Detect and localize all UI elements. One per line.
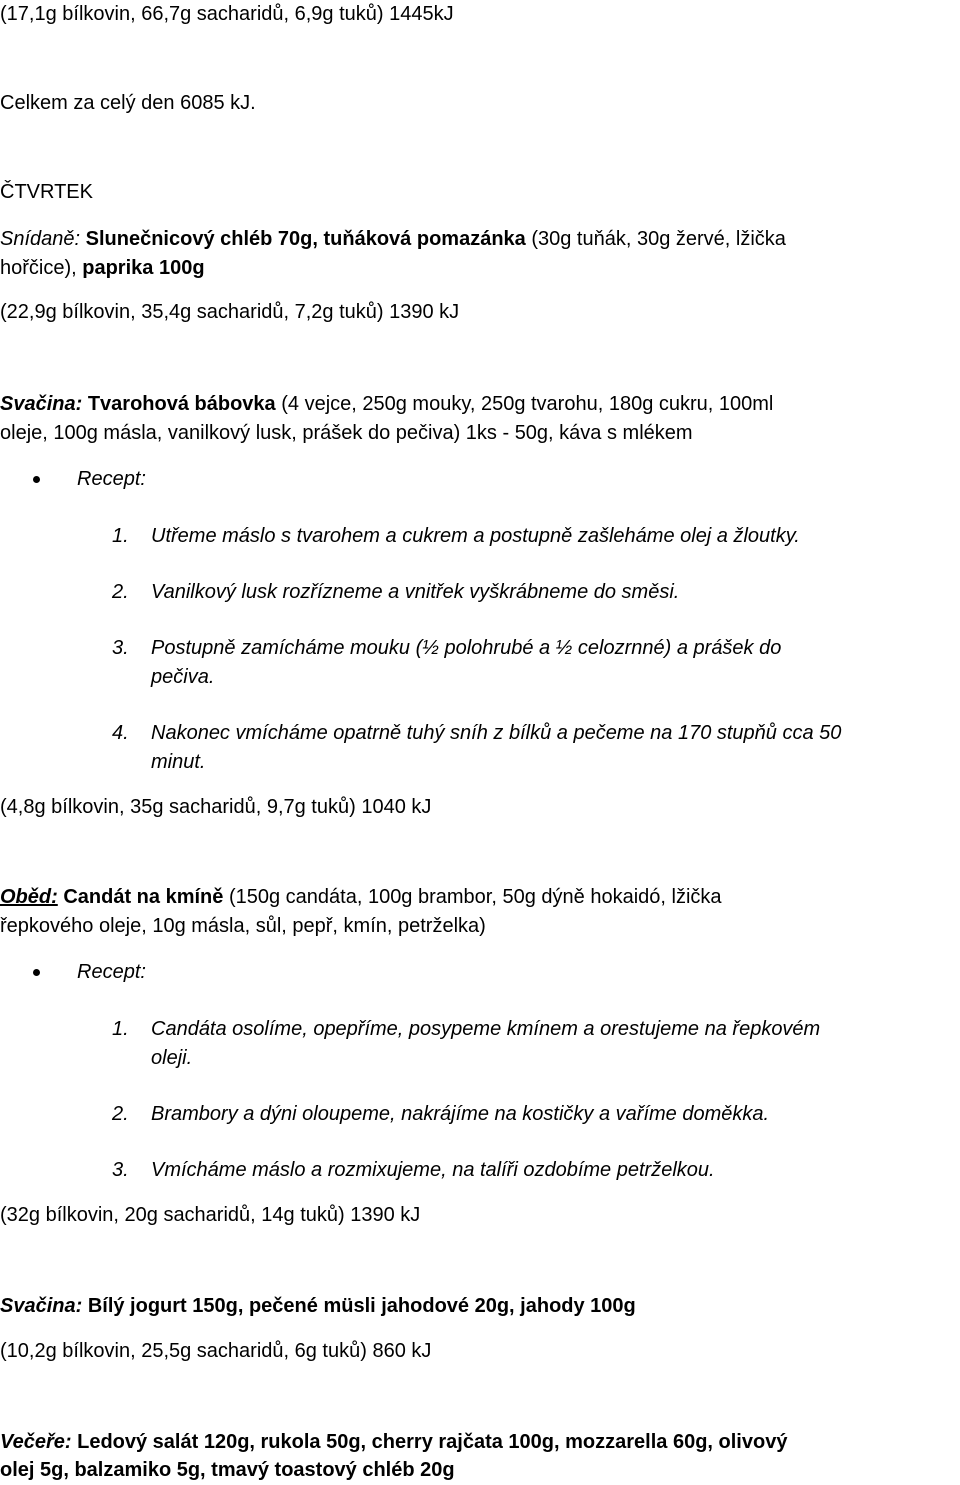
- breakfast-nutrition: (22,9g bílkovin, 35,4g sacharidů, 7,2g tuků) 1390 kJ: [0, 301, 460, 323]
- breakfast-side: paprika 100g: [82, 257, 205, 279]
- recipe-step-text: Candáta osolíme, opepříme, posypeme kmínem a orestujeme na řepkovém: [151, 1018, 821, 1040]
- lunch-label: Oběd:: [0, 886, 58, 908]
- recipe-label: Recept:: [77, 468, 146, 490]
- breakfast-label: Snídaně:: [0, 228, 81, 250]
- recipe-step-number: 3.: [112, 637, 129, 659]
- snack1-dish: Tvarohová bábovka: [82, 393, 276, 415]
- snack1-line-1: [0, 390, 773, 419]
- day-total: Celkem za celý den 6085 kJ.: [0, 92, 256, 114]
- recipe-bullet: [33, 969, 40, 976]
- lunch-ingredients: (150g candáta, 100g brambor, 50g dýně hokaidó, lžička: [223, 886, 722, 908]
- snack2-line-1: [0, 1292, 636, 1321]
- snack2-dish: Bílý jogurt 150g, pečené müsli jahodové 20g, jahody 100g: [82, 1295, 636, 1317]
- recipe-step-text: Vmícháme máslo a rozmixujeme, na talíři ozdobíme petrželkou.: [151, 1159, 715, 1181]
- breakfast-line-2: [0, 254, 205, 283]
- recipe-step-text: Nakonec vmícháme opatrně tuhý sníh z bílků a pečeme na 170 stupňů cca 50: [151, 722, 842, 744]
- recipe-step-text: Postupně zamícháme mouku (½ polohrubé a ½ celozrnné) a prášek do: [151, 637, 782, 659]
- dinner-label: Večeře:: [0, 1431, 72, 1453]
- snack1-line-2: oleje, 100g másla, vanilkový lusk, prášek do pečiva) 1ks - 50g, káva s mlékem: [0, 422, 693, 444]
- recipe-bullet: [33, 476, 40, 483]
- recipe-step-text-cont: minut.: [151, 751, 206, 773]
- breakfast-dish: Slunečnicový chléb 70g, tuňáková pomazánka: [80, 228, 526, 250]
- recipe-step-text: Utřeme máslo s tvarohem a cukrem a postupně zašleháme olej a žloutky.: [151, 525, 800, 547]
- lunch-nutrition: (32g bílkovin, 20g sacharidů, 14g tuků) 1390 kJ: [0, 1204, 421, 1226]
- recipe-step-text: Brambory a dýni oloupeme, nakrájíme na kostičky a vaříme doměkka.: [151, 1103, 770, 1125]
- recipe-step-number: 1.: [112, 525, 129, 547]
- snack1-label: Svačina:: [0, 393, 83, 415]
- snack2-nutrition: (10,2g bílkovin, 25,5g sacharidů, 6g tuků) 860 kJ: [0, 1340, 432, 1362]
- lunch-line-1: [0, 883, 722, 912]
- prev-nutrition: (17,1g bílkovin, 66,7g sacharidů, 6,9g tuků) 1445kJ: [0, 3, 454, 25]
- dinner-line-2: olej 5g, balzamiko 5g, tmavý toastový chléb 20g: [0, 1459, 455, 1481]
- recipe-step-number: 3.: [112, 1159, 129, 1181]
- dinner-dish: Ledový salát 120g, rukola 50g, cherry rajčata 100g, mozzarella 60g, olivový: [71, 1431, 788, 1453]
- lunch-line-2: řepkového oleje, 10g másla, sůl, pepř, kmín, petrželka): [0, 915, 486, 937]
- recipe-label: Recept:: [77, 961, 146, 983]
- lunch-dish: Candát na kmíně: [57, 886, 224, 908]
- recipe-step-text: Vanilkový lusk rozřízneme a vnitřek vyškrábneme do směsi.: [151, 581, 680, 603]
- recipe-step-number: 2.: [112, 1103, 129, 1125]
- recipe-step-number: 1.: [112, 1018, 129, 1040]
- recipe-step-number: 2.: [112, 581, 129, 603]
- breakfast-ingredients: (30g tuňák, 30g žervé, lžička: [525, 228, 786, 250]
- recipe-step-text-cont: pečiva.: [151, 666, 215, 688]
- recipe-step-text-cont: oleji.: [151, 1047, 193, 1069]
- snack2-label: Svačina:: [0, 1295, 83, 1317]
- recipe-step-number: 4.: [112, 722, 129, 744]
- day-heading: ČTVRTEK: [0, 181, 93, 203]
- dinner-line-1: [0, 1428, 787, 1457]
- breakfast-line-1: [0, 225, 786, 254]
- snack1-ingredients: (4 vejce, 250g mouky, 250g tvarohu, 180g cukru, 100ml: [275, 393, 774, 415]
- snack1-nutrition: (4,8g bílkovin, 35g sacharidů, 9,7g tuků) 1040 kJ: [0, 796, 432, 818]
- breakfast-ingredients-cont: hořčice),: [0, 257, 83, 279]
